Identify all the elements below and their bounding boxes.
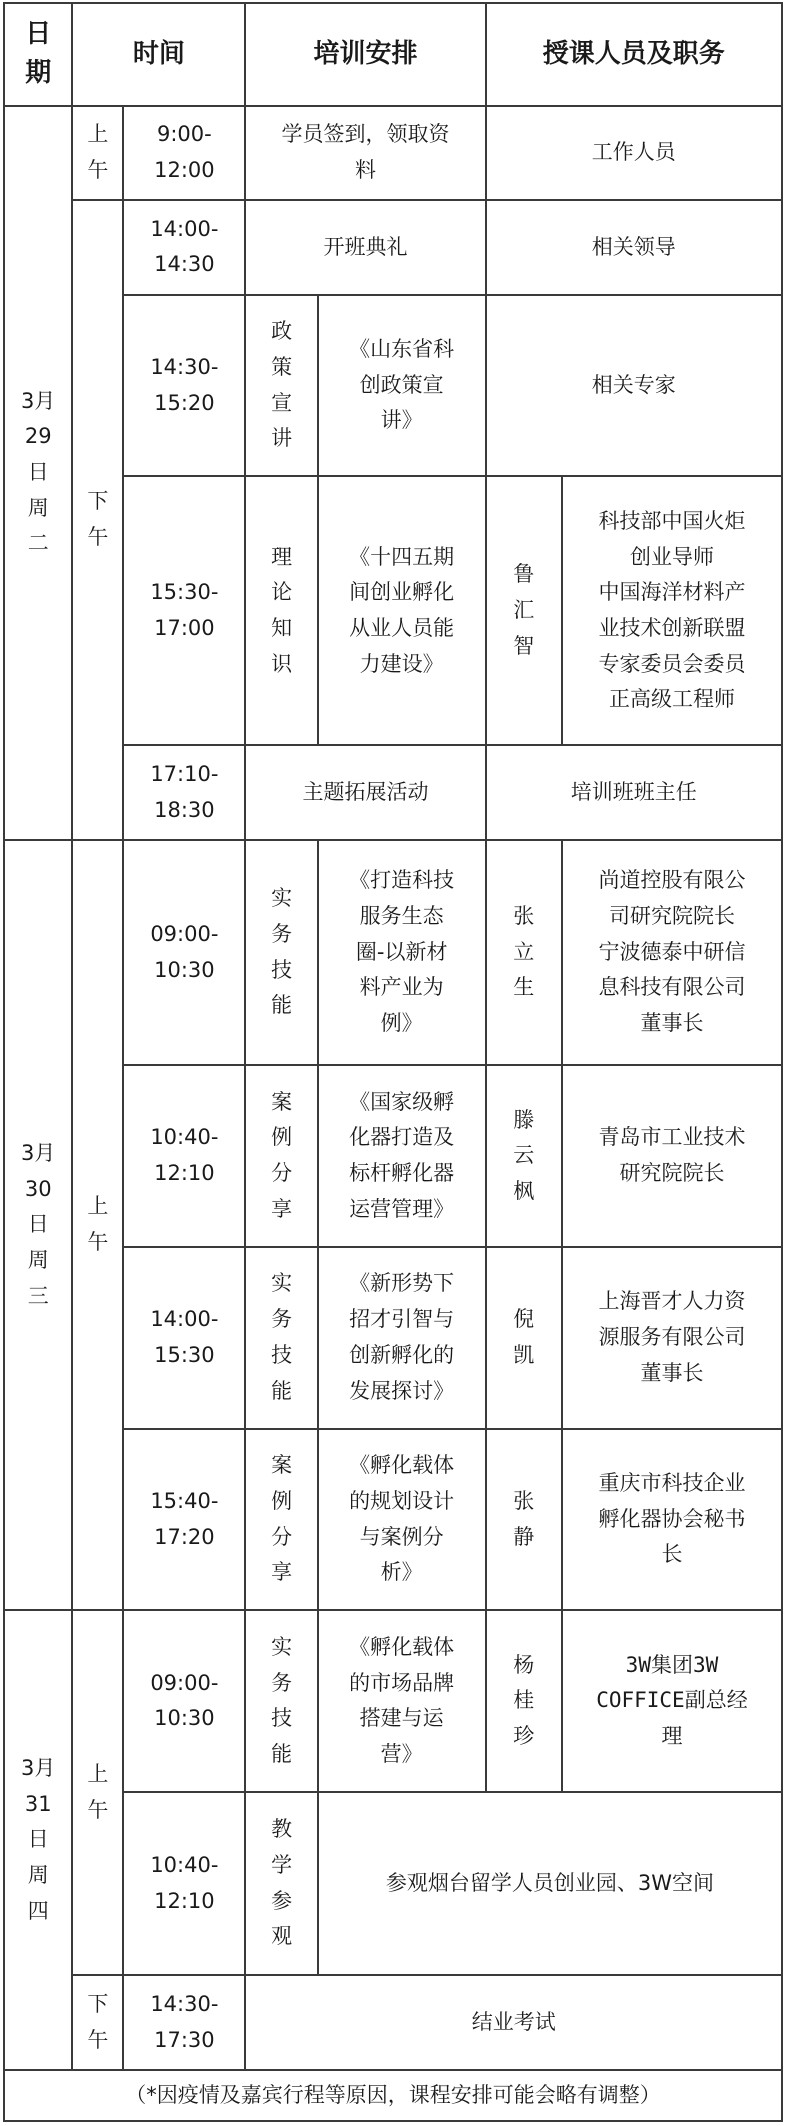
time-cell: 17:10- 18:30 — [123, 745, 245, 840]
header-lecturer: 授课人员及职务 — [486, 3, 783, 106]
header-time: 时间 — [72, 3, 245, 106]
content-cell: 学员签到，领取资 料 — [245, 106, 485, 201]
content-cell: 《孵化载体 的规划设计 与案例分 析》 — [318, 1429, 486, 1611]
lecturer-name-cell: 倪 凯 — [486, 1247, 562, 1429]
table-row — [4, 1975, 782, 2070]
session-type-cell: 政 策 宣 讲 — [245, 295, 317, 477]
day-date-cell: 3月 29 日 周 二 — [4, 106, 72, 840]
content-cell: 主题拓展活动 — [245, 745, 485, 840]
time-cell: 15:30- 17:00 — [123, 476, 245, 745]
lecturer-title-cell: 上海晋才人力资 源服务有限公司 董事长 — [562, 1247, 782, 1429]
lecturer-title-cell: 重庆市科技企业 孵化器协会秘书 长 — [562, 1429, 782, 1611]
day-date-cell: 3月 31 日 周 四 — [4, 1610, 72, 2070]
session-type-cell: 教 学 参 观 — [245, 1792, 317, 1975]
time-cell: 09:00- 10:30 — [123, 1610, 245, 1792]
session-type-cell: 案 例 分 享 — [245, 1065, 317, 1247]
table-row — [4, 840, 782, 1065]
content-cell: 《打造科技 服务生态 圈-以新材 料产业为 例》 — [318, 840, 486, 1065]
time-cell: 14:30- 15:20 — [123, 295, 245, 477]
period-cell-pm: 下 午 — [72, 1975, 123, 2070]
training-schedule-table — [3, 2, 783, 2122]
table-row — [4, 1610, 782, 1792]
lecturer-name-cell: 杨 桂 珍 — [486, 1610, 562, 1792]
content-cell: 《山东省科 创政策宣 讲》 — [318, 295, 486, 477]
period-cell-am: 上 午 — [72, 1610, 123, 1975]
lecturer-title-cell: 科技部中国火炬 创业导师 中国海洋材料产 业技术创新联盟 专家委员会委员 正高级工程师 — [562, 476, 782, 745]
lecturer-cell: 培训班班主任 — [486, 745, 783, 840]
session-type-cell: 实 务 技 能 — [245, 840, 317, 1065]
time-cell: 15:40- 17:20 — [123, 1429, 245, 1611]
period-cell-am: 上 午 — [72, 840, 123, 1611]
session-type-cell: 实 务 技 能 — [245, 1247, 317, 1429]
time-cell: 9:00- 12:00 — [123, 106, 245, 201]
time-cell: 09:00- 10:30 — [123, 840, 245, 1065]
time-cell: 10:40- 12:10 — [123, 1065, 245, 1247]
lecturer-name-cell: 滕 云 枫 — [486, 1065, 562, 1247]
period-cell-pm: 下 午 — [72, 200, 123, 840]
content-cell: 开班典礼 — [245, 200, 485, 295]
content-cell: 参观烟台留学人员创业园、3W空间 — [318, 1792, 782, 1975]
day-date-cell: 3月 30 日 周 三 — [4, 840, 72, 1611]
lecturer-cell: 相关专家 — [486, 295, 783, 477]
time-cell: 14:30- 17:30 — [123, 1975, 245, 2070]
lecturer-cell: 相关领导 — [486, 200, 783, 295]
content-cell: 《十四五期 间创业孵化 从业人员能 力建设》 — [318, 476, 486, 745]
lecturer-title-cell: 青岛市工业技术 研究院院长 — [562, 1065, 782, 1247]
content-cell: 结业考试 — [245, 1975, 782, 2070]
lecturer-name-cell: 鲁 汇 智 — [486, 476, 562, 745]
table-row — [4, 106, 782, 201]
session-type-cell: 实 务 技 能 — [245, 1610, 317, 1792]
content-cell: 《孵化载体 的市场品牌 搭建与运 营》 — [318, 1610, 486, 1792]
footnote-row — [4, 2070, 782, 2121]
session-type-cell: 案 例 分 享 — [245, 1429, 317, 1611]
session-type-cell: 理 论 知 识 — [245, 476, 317, 745]
lecturer-cell: 工作人员 — [486, 106, 783, 201]
content-cell: 《新形势下 招才引智与 创新孵化的 发展探讨》 — [318, 1247, 486, 1429]
table-row — [4, 200, 782, 295]
lecturer-title-cell: 3W集团3W COFFICE副总经 理 — [562, 1610, 782, 1792]
header-row — [4, 3, 782, 106]
time-cell: 14:00- 15:30 — [123, 1247, 245, 1429]
lecturer-title-cell: 尚道控股有限公 司研究院院长 宁波德泰中研信 息科技有限公司 董事长 — [562, 840, 782, 1065]
footnote: （*因疫情及嘉宾行程等原因，课程安排可能会略有调整） — [4, 2070, 782, 2121]
content-cell: 《国家级孵 化器打造及 标杆孵化器 运营管理》 — [318, 1065, 486, 1247]
period-cell-am: 上 午 — [72, 106, 123, 201]
lecturer-name-cell: 张 立 生 — [486, 840, 562, 1065]
time-cell: 10:40- 12:10 — [123, 1792, 245, 1975]
header-date: 日 期 — [4, 3, 72, 106]
lecturer-name-cell: 张 静 — [486, 1429, 562, 1611]
header-arrangement: 培训安排 — [245, 3, 485, 106]
time-cell: 14:00- 14:30 — [123, 200, 245, 295]
